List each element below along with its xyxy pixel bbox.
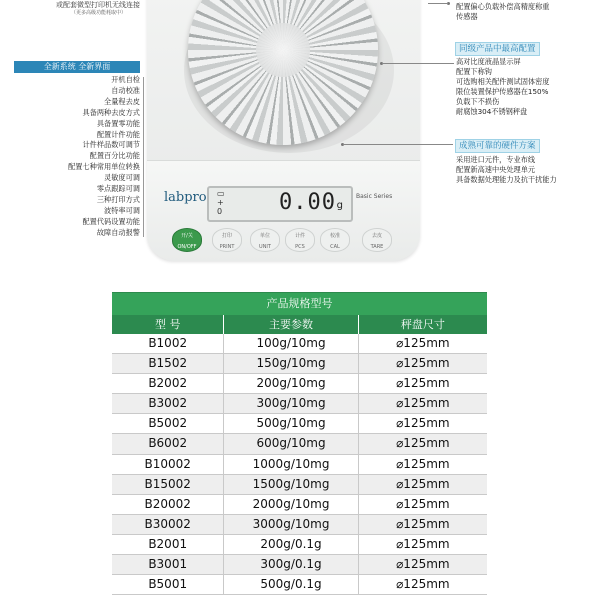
cell-model: B6002 bbox=[112, 434, 224, 453]
cell-model: B1002 bbox=[112, 334, 224, 353]
cell-model: B1502 bbox=[112, 354, 224, 373]
header-model: 型 号 bbox=[112, 315, 224, 334]
feature-item: 具备两种去皮方式 bbox=[82, 107, 140, 117]
hero-section bbox=[0, 0, 600, 278]
table-body bbox=[112, 334, 487, 595]
feature-item: 自动校准 bbox=[111, 85, 140, 95]
table-title: 产品规格型号 bbox=[112, 292, 487, 315]
cell-model: B3001 bbox=[112, 555, 224, 574]
cell-params: 600g/10mg bbox=[224, 434, 358, 453]
right-note-line: 传感器 bbox=[456, 12, 478, 21]
spec-table bbox=[112, 292, 487, 595]
cell-pan-size: ⌀125mm bbox=[396, 557, 450, 572]
cell-params: 2000g/10mg bbox=[224, 495, 358, 514]
cell-params: 200g/0.1g bbox=[224, 535, 358, 554]
feature-item: 开机自检 bbox=[111, 75, 140, 84]
section-lines bbox=[456, 155, 600, 185]
cell-params: 500g/0.1g bbox=[224, 575, 358, 594]
cell-model: B15002 bbox=[112, 475, 224, 494]
right-note-line: 配置偏心负载补偿高精度称重 bbox=[456, 2, 550, 11]
cell-pan-size: ⌀125mm bbox=[396, 416, 450, 431]
leader-line bbox=[382, 63, 454, 64]
cell-params: 300g/0.1g bbox=[224, 555, 358, 574]
section-heading: 成熟可靠的硬件方案 bbox=[455, 139, 540, 153]
section-heading: 同级产品中最高配置 bbox=[455, 42, 540, 56]
cell-model: B5001 bbox=[112, 575, 224, 594]
cell-params: 3000g/10mg bbox=[224, 515, 358, 534]
button-label-en: ON/OFF bbox=[177, 244, 197, 250]
table-row bbox=[112, 455, 487, 475]
table-row bbox=[112, 334, 487, 354]
cell-model: B2001 bbox=[112, 535, 224, 554]
pan-center bbox=[256, 23, 310, 77]
top-note: 或配套微型打印机无线连接 bbox=[56, 1, 140, 9]
section-line: 耐腐蚀304不锈钢秤盘 bbox=[456, 107, 528, 116]
table-row bbox=[112, 354, 487, 374]
feature-item: 配置七种常用单位转换 bbox=[68, 162, 140, 172]
display-value: 0.00 bbox=[279, 190, 336, 215]
section-line: 负载下不损伤 bbox=[456, 97, 500, 106]
cell-params: 200g/10mg bbox=[224, 374, 358, 393]
display-symbol: + bbox=[217, 198, 224, 207]
table-row bbox=[112, 394, 487, 414]
cell-pan-size: ⌀125mm bbox=[396, 436, 450, 451]
section-line: 可选购相关配件测试固体密度 bbox=[456, 77, 550, 86]
feature-item: 配置代码设置功能 bbox=[82, 216, 140, 226]
power-button[interactable] bbox=[172, 228, 202, 252]
section-line: 高对比度液晶显示屏 bbox=[456, 57, 521, 66]
cell-pan-size: ⌀125mm bbox=[396, 536, 450, 551]
section-line: 采用进口元件，专业布线 bbox=[456, 155, 536, 164]
cell-pan-size: ⌀125mm bbox=[396, 476, 450, 491]
table-row bbox=[112, 535, 487, 555]
feature-item: 故障自动报警 bbox=[96, 227, 140, 237]
table-header bbox=[112, 315, 487, 334]
cal-button[interactable] bbox=[320, 228, 350, 252]
cell-params: 150g/10mg bbox=[224, 354, 358, 373]
system-badge: 全新系统 全新界面 bbox=[14, 61, 140, 73]
button-label: 校准 bbox=[329, 233, 340, 239]
cell-pan-size: ⌀125mm bbox=[396, 336, 450, 350]
series-label: Basic Series bbox=[356, 193, 393, 200]
table-row bbox=[112, 495, 487, 515]
cell-model: B30002 bbox=[112, 515, 224, 534]
feature-item: 三种打印方式 bbox=[96, 194, 140, 204]
section-line: 配置新高速中央处理单元 bbox=[456, 165, 536, 174]
cell-pan-size: ⌀125mm bbox=[396, 396, 450, 411]
bracket-line bbox=[143, 77, 146, 237]
cell-pan-size: ⌀125mm bbox=[396, 577, 450, 592]
top-note-sub: （更多高级功能耗取中） bbox=[70, 10, 126, 16]
pcs-button[interactable] bbox=[285, 228, 315, 252]
feature-item: 灵敏度可调 bbox=[104, 173, 140, 183]
table-row bbox=[112, 475, 487, 495]
header-pan-size: 秤盘尺寸 bbox=[400, 318, 445, 331]
feature-item: 配置百分比功能 bbox=[89, 151, 140, 161]
button-label: 打印 bbox=[221, 233, 232, 239]
section-line: 配置下称钩 bbox=[456, 67, 492, 76]
cell-params: 1500g/10mg bbox=[224, 475, 358, 494]
button-label: 开/关 bbox=[181, 233, 193, 239]
display-symbol: ▭ bbox=[217, 189, 225, 198]
lcd-display bbox=[207, 186, 353, 222]
cell-pan-size: ⌀125mm bbox=[396, 456, 450, 471]
table-row bbox=[112, 515, 487, 535]
leader-line bbox=[343, 144, 453, 145]
cell-params: 500g/10mg bbox=[224, 414, 358, 433]
feature-item: 配置计件功能 bbox=[96, 129, 140, 139]
cell-pan-size: ⌀125mm bbox=[396, 356, 450, 371]
button-label: 单位 bbox=[259, 233, 270, 239]
cell-params: 100g/10mg bbox=[224, 334, 358, 353]
section-lines bbox=[456, 57, 600, 117]
display-unit: g bbox=[336, 200, 343, 211]
table-row bbox=[112, 374, 487, 394]
brand-logo: labpro bbox=[164, 190, 207, 205]
cell-model: B2002 bbox=[112, 374, 224, 393]
display-symbol: 0 bbox=[217, 207, 223, 216]
feature-item: 波特率可调 bbox=[104, 205, 140, 215]
cell-model: B3002 bbox=[112, 394, 224, 413]
cell-model: B5002 bbox=[112, 414, 224, 433]
feature-item: 零点跟踪可调 bbox=[96, 184, 140, 194]
unit-button[interactable] bbox=[250, 228, 280, 252]
cell-params: 300g/10mg bbox=[224, 394, 358, 413]
feature-item: 全量程去皮 bbox=[104, 96, 140, 106]
section-line: 具备数据处理能力及抗干扰能力 bbox=[456, 175, 557, 184]
button-label-en: CAL bbox=[330, 244, 340, 250]
feature-list bbox=[0, 75, 140, 239]
button-label-en: PCS bbox=[295, 244, 305, 250]
tare-button[interactable] bbox=[362, 228, 392, 252]
table-row bbox=[112, 575, 487, 595]
cell-params: 1000g/10mg bbox=[224, 455, 358, 474]
button-label-en: PRINT bbox=[219, 244, 235, 250]
cell-pan-size: ⌀125mm bbox=[396, 376, 450, 391]
button-label: 计件 bbox=[294, 233, 305, 239]
cell-pan-size: ⌀125mm bbox=[396, 496, 450, 511]
table-row bbox=[112, 434, 487, 454]
table-row bbox=[112, 414, 487, 434]
cell-model: B10002 bbox=[112, 455, 224, 474]
print-button[interactable] bbox=[212, 228, 242, 252]
cell-pan-size: ⌀125mm bbox=[396, 516, 450, 531]
button-label-en: UNIT bbox=[259, 244, 271, 250]
section-line: 限位装置保护传感器在150% bbox=[456, 87, 549, 96]
feature-item: 计件样品数可调节 bbox=[82, 140, 140, 150]
leader-line bbox=[428, 3, 448, 4]
cell-model: B20002 bbox=[112, 495, 224, 514]
table-row bbox=[112, 555, 487, 575]
header-params: 主要参数 bbox=[224, 315, 358, 334]
right-note bbox=[456, 2, 600, 22]
feature-item: 具备置零功能 bbox=[96, 118, 140, 128]
button-label-en: TARE bbox=[370, 244, 384, 250]
button-label: 去皮 bbox=[371, 233, 382, 239]
